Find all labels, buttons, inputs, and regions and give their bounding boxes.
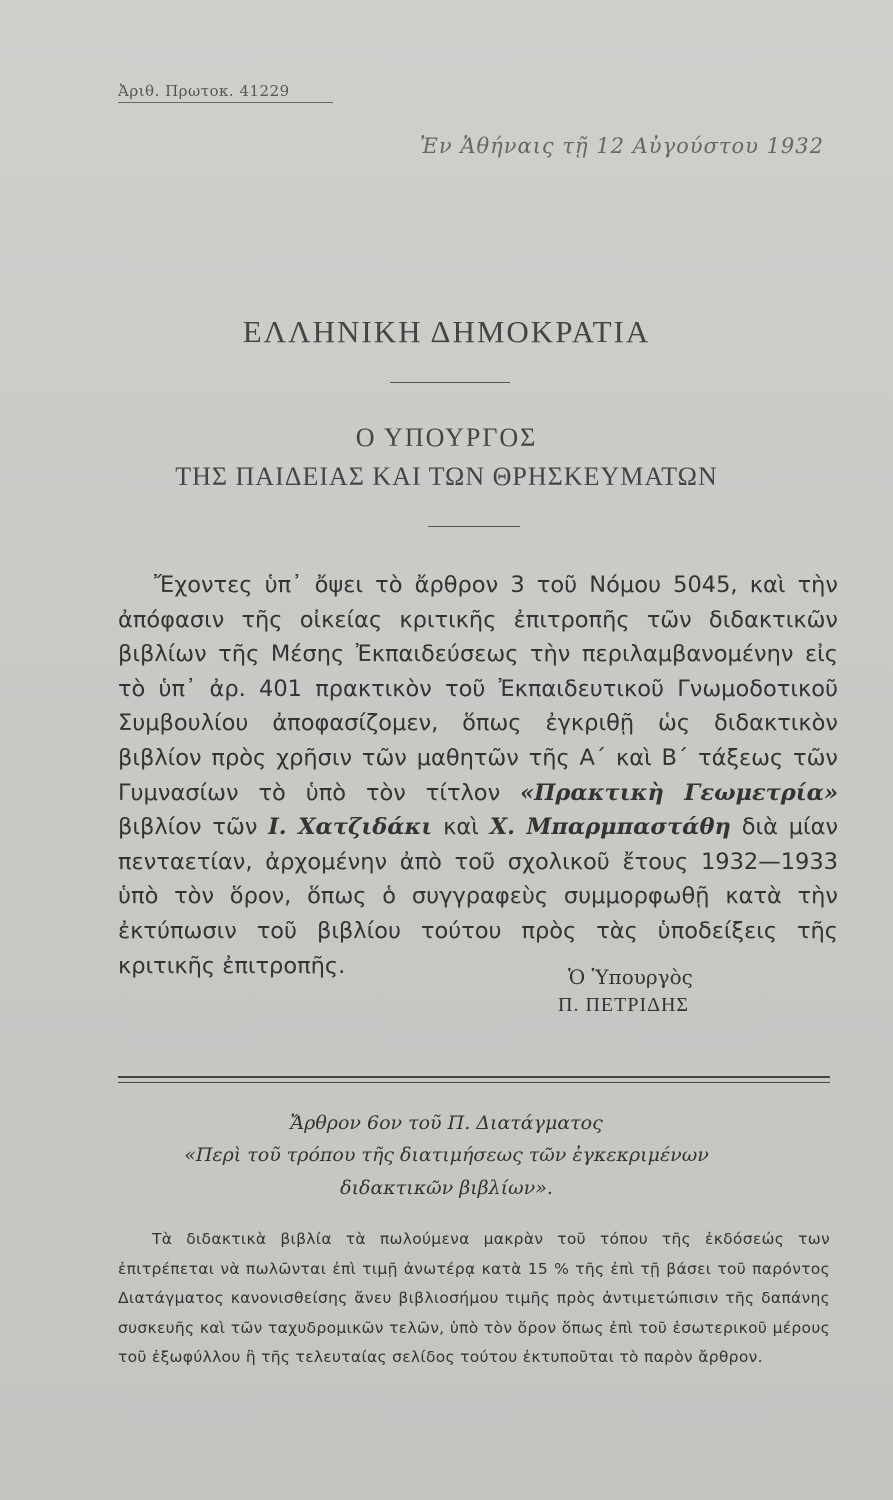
signature-name: Π. ΠΕΤΡΙΔΗΣ — [558, 994, 690, 1016]
article-body: Τὰ διδακτικὰ βιβλία τὰ πωλούμενα μακρὰν τοῦ τόπου τῆς ἐκδόσεώς των ἐπιτρέπεται νὰ πωλῶνται ἐπὶ τιμῇ ἀνωτέρᾳ κατὰ 15 % τῆς ἐπὶ τῇ βάσει τοῦ παρόντος Διατάγματος κανονισθείσης ἄνευ βιβλιοσήμου τιμῆς πρὸς ἀντιμετώπισιν τῆς δαπάνης συσκευῆς καὶ τῶν ταχυδρομικῶν τελῶν, ὑπὸ τὸν ὅρον ὅπως ἐπὶ τοῦ ἐσωτερικοῦ μέρους τοῦ ἐξωφύλλου ἢ τῆς τελευταίας σελίδος τούτου ἐκτυποῦται τὸ παρὸν ἄρθρον. — [118, 1230, 830, 1366]
article-heading-3: διδακτικῶν βιβλίων». — [340, 1177, 553, 1199]
minister-heading: Ο ΥΠΟΥΡΓΟΣ — [355, 423, 538, 452]
decision-and: καὶ — [443, 814, 479, 841]
signature-title: Ὁ Ὑπουργὸς — [568, 965, 693, 989]
ministry-heading: ΤΗΣ ΠΑΙΔΕΙΑΣ ΚΑΙ ΤΩΝ ΘΡΗΣΚΕΥΜΑΤΩΝ — [175, 462, 718, 491]
divider-1 — [390, 382, 510, 383]
article-heading-1: Ἄρθρον 6ον τοῦ Π. Διατάγματος — [290, 1112, 603, 1134]
document-date: Ἐν Ἀθήναις τῇ 12 Αὐγούστου 1932 — [420, 134, 825, 158]
decision-part-2: βιβλίον τῶν — [118, 814, 258, 841]
decision-part-1: Ἔχοντες ὑπ᾽ ὄψει τὸ ἄρθρον 3 τοῦ Νόμου 5045, καὶ τὴν ἀπόφασιν τῆς οἰκείας κριτικῆς ἐπιτροπῆς τῶν διδακτικῶν βιβλίων τῆς Μέσης Ἐκπαιδεύσεως τὴν περιλαμβανομένην εἰς τὸ ὑπ᾽ ἀρ. 401 πρακτικὸν τοῦ Ἐκπαιδευτικοῦ Γνωμοδοτικοῦ Συμβουλίου ἀποφασίζομεν, ὅπως ἐγκριθῇ ὡς διδακτικὸν βιβλίον πρὸς χρῆσιν τῶν μαθητῶν τῆς Α΄ καὶ Β΄ τάξεως τῶν Γυμνασίων τὸ ὑπὸ τὸν τίτλον — [118, 572, 838, 806]
author-2: Χ. Μπαρμπαστάθη — [489, 814, 731, 841]
double-rule — [118, 1076, 830, 1083]
book-title: «Πρακτικὴ Γεωμετρία» — [520, 779, 839, 806]
decision-text — [118, 568, 838, 983]
divider-2 — [428, 526, 520, 527]
decision-part-3: διὰ μίαν πενταετίαν, ἀρχομένην ἀπὸ τοῦ σχολικοῦ ἔτους 1932—1933 ὑπὸ τὸν ὅρον, ὅπως ὁ συγγραφεὺς συμμορφωθῇ κατὰ τὴν ἐκτύπωσιν τοῦ βιβλίου τούτου πρὸς τὰς ὑποδείξεις τῆς κριτικῆς ἐπιτροπῆς. — [118, 814, 839, 979]
republic-heading: ΕΛΛΗΝΙΚΗ ΔΗΜΟΚΡΑΤΙΑ — [242, 314, 651, 349]
author-1: Ι. Χατζιδάκι — [268, 814, 433, 841]
article-heading-2: «Περὶ τοῦ τρόπου τῆς διατιμήσεως τῶν ἐγκεκριμένων — [184, 1144, 709, 1166]
protocol-number: Ἀριθ. Πρωτοκ. 41229 — [118, 82, 333, 103]
